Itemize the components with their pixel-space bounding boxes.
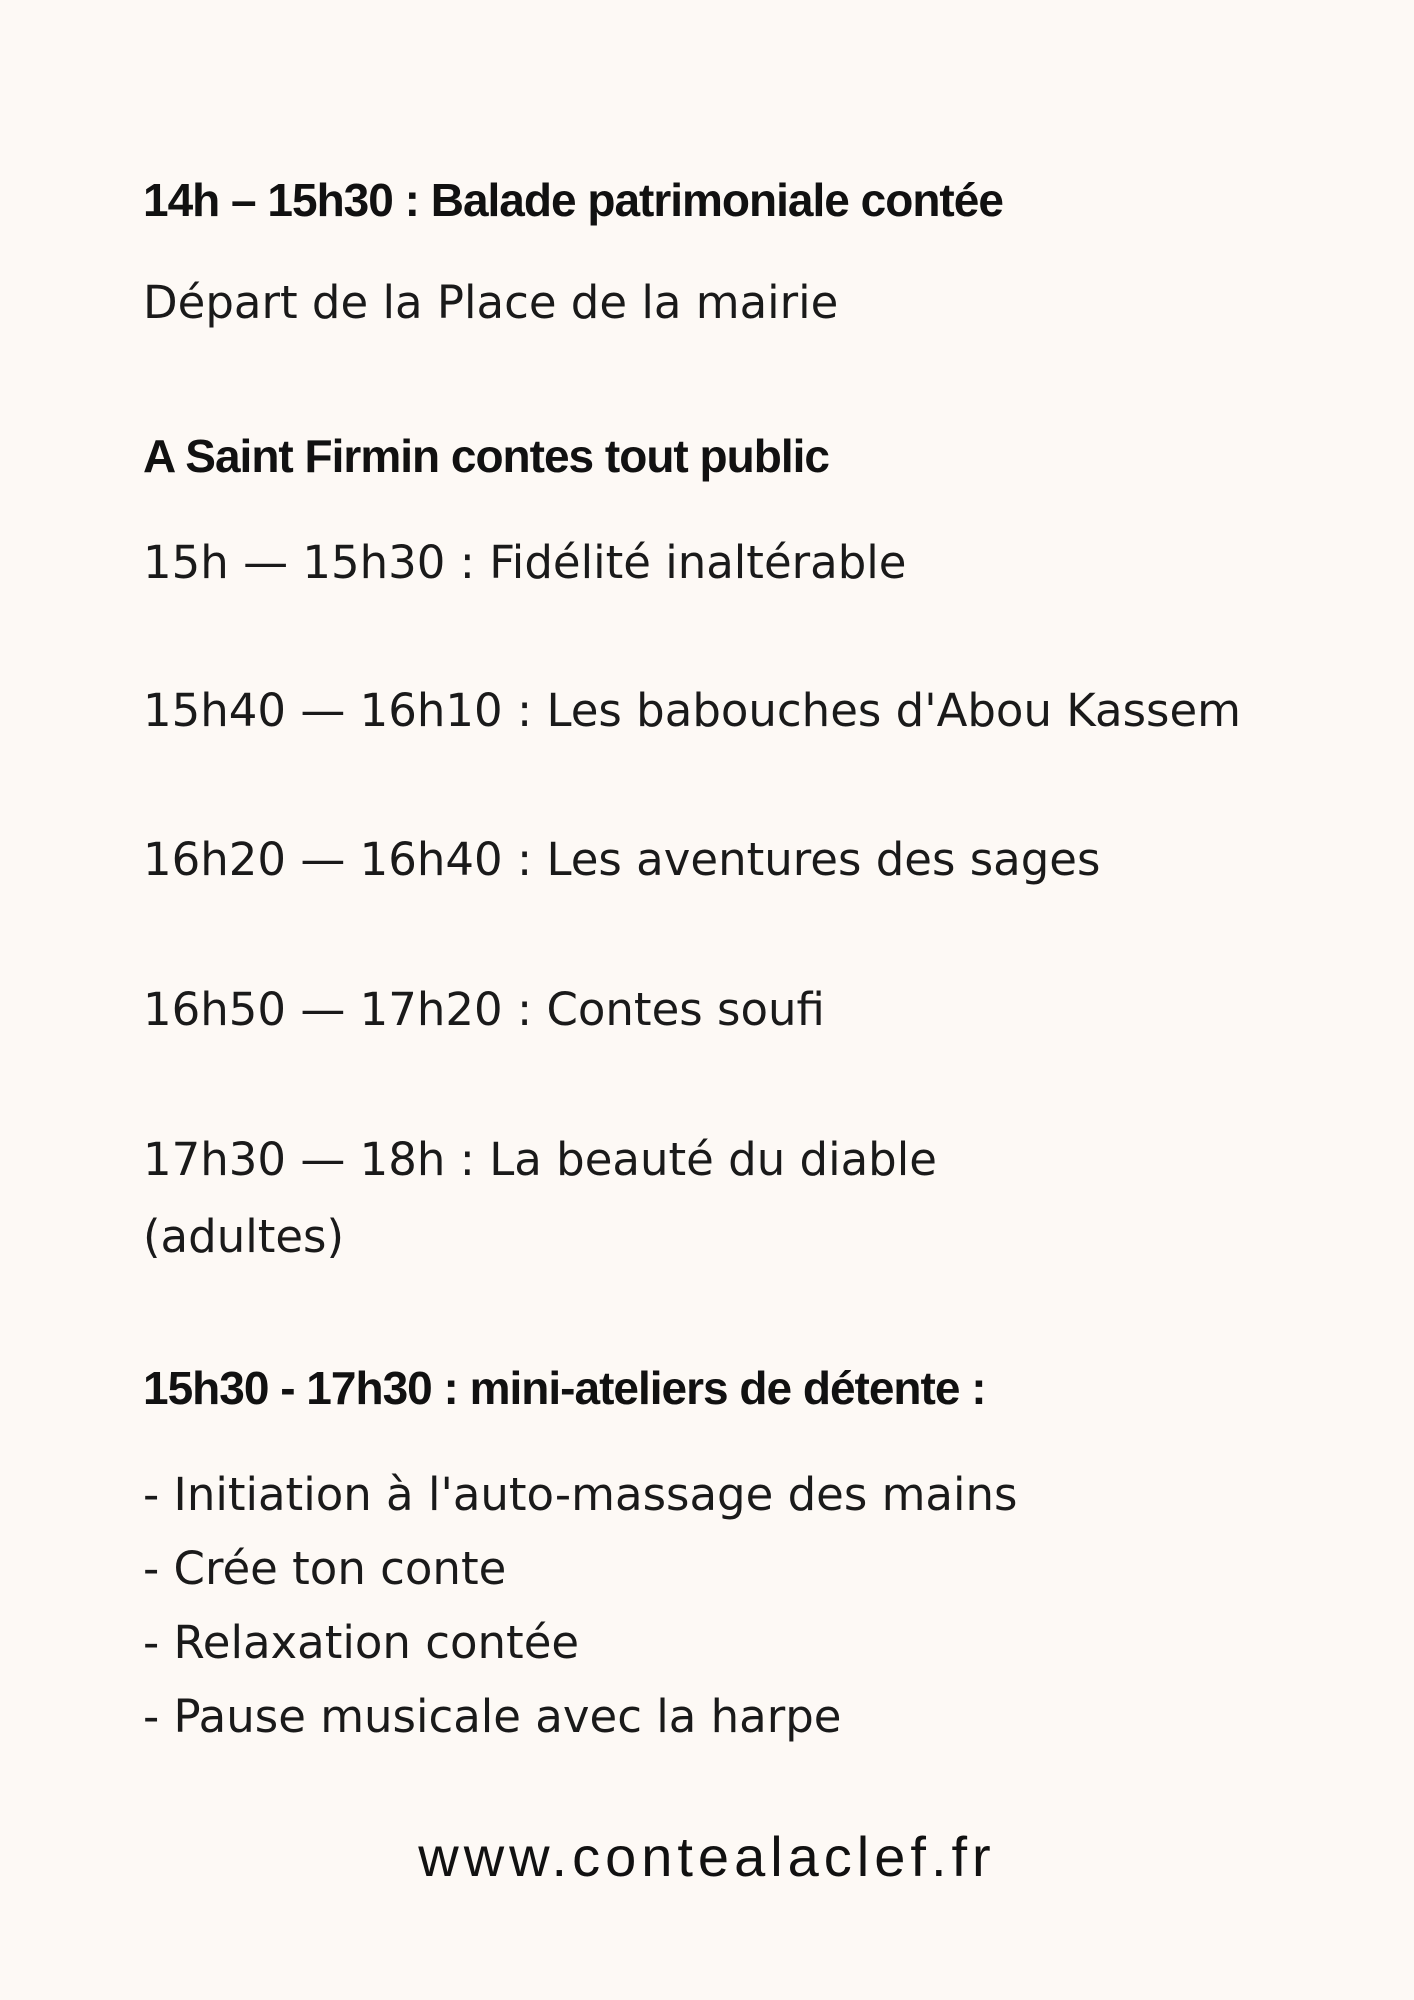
program-item-adultes: (adultes) (143, 1210, 345, 1263)
program-item-fidelite: 15h — 15h30 : Fidélité inaltérable (143, 536, 907, 589)
saint-firmin-heading: A Saint Firmin contes tout public (143, 430, 829, 482)
list-item: - Relaxation contée (143, 1616, 580, 1669)
list-item: - Initiation à l'auto-massage des mains (143, 1468, 1018, 1521)
program-item-aventures: 16h20 — 16h40 : Les aventures des sages (143, 833, 1101, 886)
ateliers-list (143, 1458, 1017, 1754)
program-item-babouches: 15h40 — 16h10 : Les babouches d'Abou Kassem (143, 684, 1241, 737)
ateliers-heading: 15h30 - 17h30 : mini-ateliers de détente : (143, 1362, 986, 1414)
website-link[interactable]: www.contealaclef.fr (418, 1825, 996, 1888)
program-item-soufi: 16h50 — 17h20 : Contes soufi (143, 983, 825, 1036)
balade-location: Départ de la Place de la mairie (143, 276, 839, 329)
list-item: - Crée ton conte (143, 1542, 507, 1595)
balade-heading: 14h – 15h30 : Balade patrimoniale contée (143, 174, 1003, 226)
program-item-beaute: 17h30 — 18h : La beauté du diable (143, 1133, 937, 1186)
list-item: - Pause musicale avec la harpe (143, 1690, 842, 1743)
